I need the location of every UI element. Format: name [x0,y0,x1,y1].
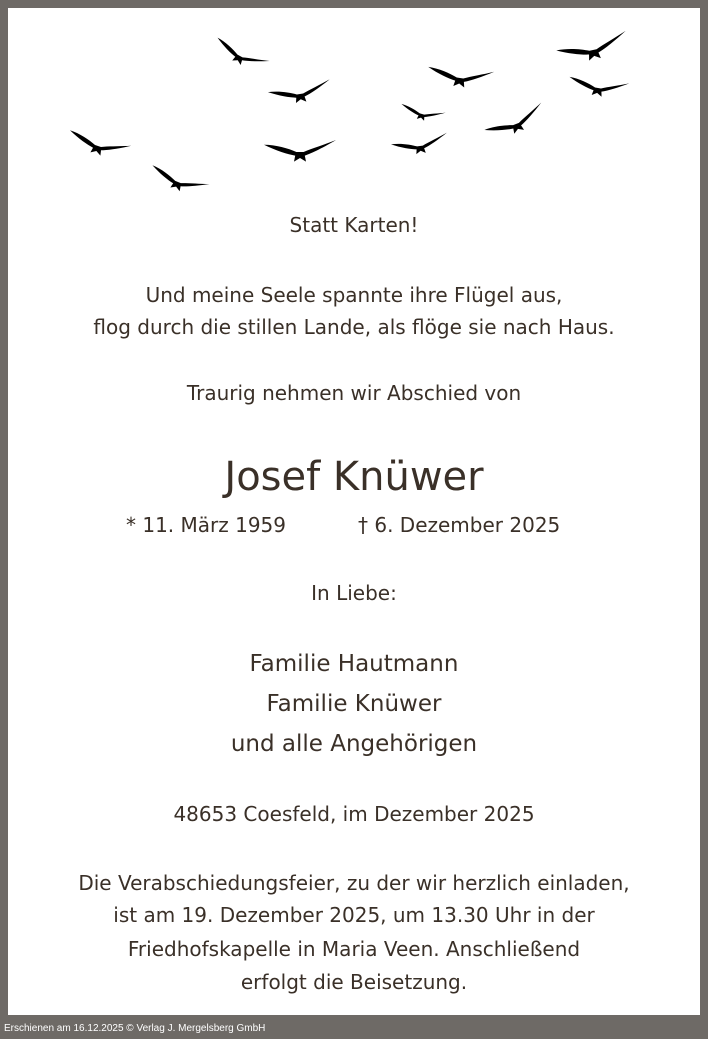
ceremony-line-4: erfolgt die Beisetzung. [240,970,468,994]
death-date: † 6. Dezember 2025 [358,513,561,537]
love-line: In Liebe: [311,581,397,605]
mourner-line-1: Familie Hautmann [249,651,459,677]
ceremony-line-3: Friedhofskapelle in Maria Veen. Anschließend [127,937,581,961]
ceremony-line-2: ist am 19. Dezember 2025, um 13.30 Uhr in der [113,903,595,927]
place-date: 48653 Coesfeld, im Dezember 2025 [173,802,535,826]
verse-line-1: Und meine Seele spannte ihre Flügel aus, [145,283,563,307]
verse-line-2: flog durch die stillen Lande, als flöge sie nach Haus. [93,315,615,339]
birth-date: * 11. März 1959 [126,513,287,537]
intro-text: Traurig nehmen wir Abschied von [186,381,522,405]
mourner-line-2: Familie Knüwer [266,691,442,717]
life-dates [8,512,700,538]
ceremony-line-1: Die Verabschiedungsfeier, zu der wir herzlich einladen, [78,871,630,895]
flying-birds-icon [8,8,700,208]
heading: Statt Karten! [289,213,419,237]
publication-footer: Erschienen am 16.12.2025 © Verlag J. Mergelsberg GmbH [4,1023,266,1034]
deceased-name: Josef Knüwer [224,454,484,500]
death-notice-card [8,8,700,1015]
mourner-line-3: und alle Angehörigen [230,731,478,757]
